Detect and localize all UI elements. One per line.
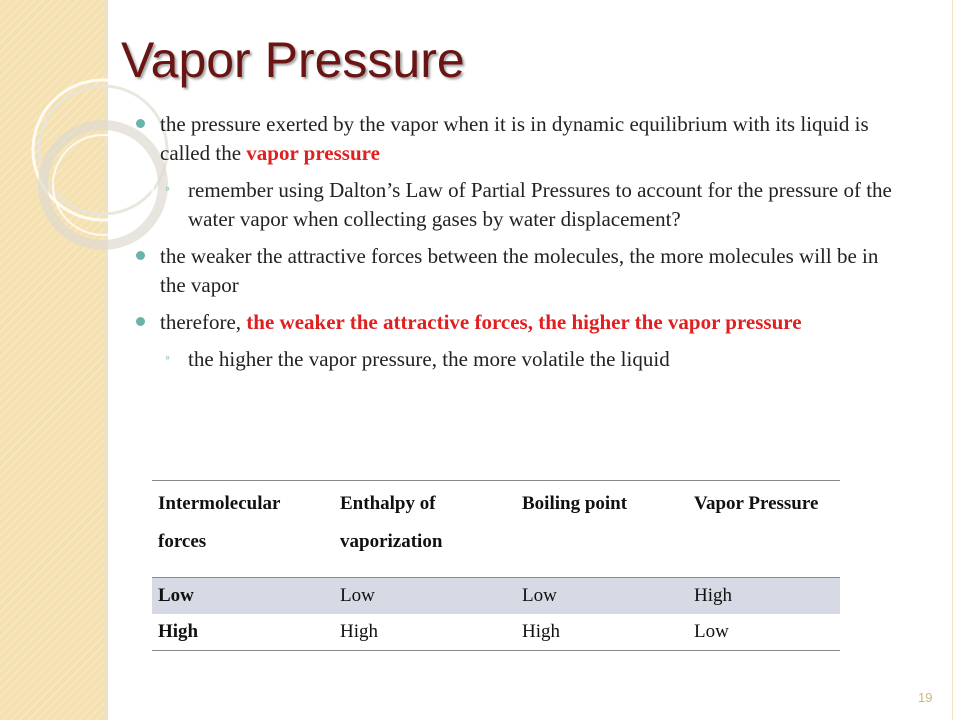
bullet-dot-icon xyxy=(136,251,145,260)
bullet-text: therefore, xyxy=(160,310,247,334)
table-header: Vapor Pressure xyxy=(688,481,840,578)
table-cell: High xyxy=(688,578,840,615)
table-cell: High xyxy=(334,614,516,651)
table-cell: High xyxy=(152,614,334,651)
table-row xyxy=(152,578,840,615)
table-header-row xyxy=(152,481,840,578)
table-header: Intermolecular forces xyxy=(152,481,334,578)
bullet-text: the weaker the attractive forces between the molecules, the more molecules will be in the vapor xyxy=(160,244,879,297)
table-cell: Low xyxy=(688,614,840,651)
highlight-text: the weaker the attractive forces, the higher the vapor pressure xyxy=(246,310,802,334)
bullet-text: the pressure exerted by the vapor when it is in dynamic equilibrium with its liquid is called the xyxy=(160,112,869,165)
bullet-dot-icon xyxy=(136,317,145,326)
sub-bullet-text: the higher the vapor pressure, the more volatile the liquid xyxy=(188,347,670,371)
bullet-dot-icon xyxy=(136,119,145,128)
table-cell: Low xyxy=(334,578,516,615)
bullet-list xyxy=(128,110,898,382)
sub-bullet-ring-icon: ◦ xyxy=(165,351,170,366)
bullet-item xyxy=(128,308,898,337)
highlight-text: vapor pressure xyxy=(246,141,380,165)
sub-bullet-item xyxy=(128,176,898,234)
sub-bullet-ring-icon: ◦ xyxy=(165,182,170,197)
table-cell: High xyxy=(516,614,688,651)
sub-bullet-text: remember using Dalton’s Law of Partial Pressures to account for the pressure of the water vapor when collecting gases by water displacement? xyxy=(188,178,892,231)
table-header: Enthalpy of vaporization xyxy=(334,481,516,578)
comparison-table xyxy=(152,480,840,651)
right-edge-line xyxy=(952,0,953,720)
bullet-item xyxy=(128,110,898,168)
slide-title: Vapor Pressure xyxy=(121,32,465,88)
bullet-item xyxy=(128,242,898,300)
table-cell: Low xyxy=(516,578,688,615)
table-header: Boiling point xyxy=(516,481,688,578)
page-number: 19 xyxy=(918,690,933,705)
table-row xyxy=(152,614,840,651)
sub-bullet-item xyxy=(128,345,898,374)
table-cell: Low xyxy=(152,578,334,615)
